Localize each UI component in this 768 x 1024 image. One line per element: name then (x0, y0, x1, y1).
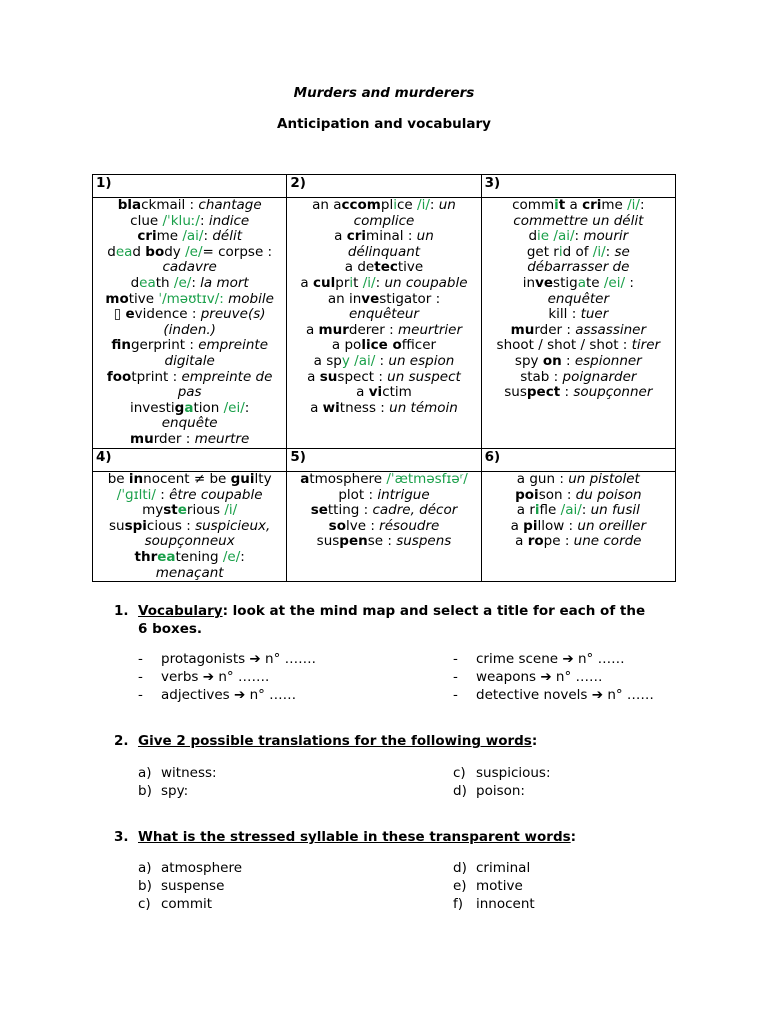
vocab-line: délinquant (347, 243, 421, 260)
box-3-words (481, 198, 675, 449)
list-item: e) motive (453, 878, 523, 894)
list-item: c) suspicious: (453, 765, 551, 781)
list-item: a) atmosphere (138, 860, 242, 876)
page-title: Murders and murderers (293, 85, 475, 101)
question-2-right-list (453, 764, 551, 800)
box-number-4: 4) (93, 449, 287, 472)
vocab-line: a spy /ai/ : un espion (313, 352, 455, 369)
question-3-left-list (138, 859, 242, 913)
vocab-line: death /e/: la mort (130, 274, 249, 291)
vocab-line: spy on : espionner (514, 352, 642, 369)
vocab-line: cadavre (162, 259, 217, 276)
vocab-line: enquêteur (348, 306, 419, 323)
vocab-line: suspicious : suspicieux, (108, 517, 271, 534)
vocab-line: pas (177, 384, 202, 401)
vocab-line: clue /ˈkluː/: indice (130, 212, 250, 229)
question-2-label: Give 2 possible translations for the following words (138, 733, 532, 749)
vocab-line: commettre un délit (513, 212, 644, 229)
list-item: - adjectives ➔ n° …… (138, 687, 297, 703)
question-3-number: 3. (114, 829, 129, 845)
vocab-line: investigation /ei/: (129, 399, 250, 416)
list-item: - detective novels ➔ n° …… (453, 687, 654, 703)
box-number-6: 6) (481, 449, 675, 472)
vocab-line: commit a crime /i/: (512, 197, 645, 213)
question-3-right-list (453, 859, 535, 913)
question-1-left-list (138, 650, 316, 704)
vocab-line: débarrasser de (527, 259, 630, 276)
vocab-line: enquêter (547, 290, 610, 307)
vocab-line: suspense : suspens (316, 533, 452, 550)
vocab-line: fingerprint : empreinte (111, 337, 269, 354)
list-item: d) poison: (453, 783, 525, 799)
vocab-line: mysterious /i/ (142, 502, 238, 519)
question-1-label: Vocabulary (138, 603, 223, 619)
vocab-line: suspect : soupçonner (504, 384, 653, 401)
vocab-line: an accomplice /i/: un (312, 197, 456, 213)
question-1-number: 1. (114, 603, 129, 619)
box-5-words (287, 472, 481, 582)
box-number-2: 2) (287, 175, 481, 198)
vocab-line: crime /ai/: délit (137, 228, 242, 245)
box-number-1: 1) (93, 175, 287, 198)
vocab-line: a victim (356, 384, 412, 401)
vocab-line: menaçant (155, 564, 224, 581)
vocab-line: a witness : un témoin (310, 399, 458, 416)
question-1-text-line2: 6 boxes. (138, 621, 203, 637)
vocab-line: solve : résoudre (328, 517, 440, 534)
question-2-number: 2. (114, 733, 129, 749)
vocab-line: dead body /e/= corpse : (107, 243, 273, 260)
question-2: 2. Give 2 possible translations for the following words: (114, 733, 538, 749)
vocab-line: die /ai/: mourir (528, 228, 629, 245)
vocab-line: atmosphere /ˈætməsfɪəʳ/ (300, 471, 468, 487)
vocab-line: (inden.) (163, 321, 216, 338)
vocab-line: stab : poignarder (520, 368, 637, 385)
box-4-words (93, 472, 287, 582)
vocab-line: soupçonneux (144, 533, 235, 550)
vocab-line: blackmail : chantage (117, 197, 262, 213)
question-1 (114, 602, 676, 638)
vocab-line: threatening /e/: (134, 548, 245, 565)
vocabulary-table (92, 174, 676, 582)
vocab-line: an investigator : (327, 290, 441, 307)
vocab-line: a detective (344, 259, 424, 276)
vocab-line: investigate /ei/ : (522, 274, 634, 291)
vocab-line: setting : cadre, décor (310, 502, 458, 519)
vocab-line: footprint : empreinte de (106, 368, 273, 385)
vocab-line: digitale (164, 352, 215, 369)
vocab-line: plot : intrigue (338, 486, 430, 503)
list-item: - weapons ➔ n° …… (453, 669, 603, 685)
vocab-line: murder : meurtre (130, 430, 250, 447)
vocab-line: a police officer (331, 337, 437, 354)
list-item: d) criminal (453, 860, 531, 876)
vocab-line: enquête (161, 415, 218, 432)
vocab-line: a suspect : un suspect (307, 368, 461, 385)
vocab-line: kill : tuer (548, 306, 609, 323)
vocab-line: a murderer : meurtrier (305, 321, 463, 338)
vocab-line: shoot / shot / shot : tirer (496, 337, 661, 354)
box-6-words (481, 472, 675, 582)
question-2-left-list (138, 764, 217, 800)
question-1-right-list (453, 650, 654, 704)
vocab-line: a culprit /i/: un coupable (300, 274, 468, 291)
vocab-line: a pillow : un oreiller (510, 517, 647, 534)
vocab-line: motive ˈ/məʊtɪv/: mobile (105, 290, 274, 307)
vocab-line: be innocent ≠ be guilty (107, 471, 272, 487)
question-3-label: What is the stressed syllable in these transparent words (138, 829, 571, 845)
box-number-5: 5) (287, 449, 481, 472)
vocab-line: murder : assassiner (510, 321, 647, 338)
question-3: 3. What is the stressed syllable in these transparent words: (114, 829, 577, 845)
page-subtitle: Anticipation and vocabulary (277, 116, 491, 132)
box-number-3: 3) (481, 175, 675, 198)
vocab-line: get rid of /i/: se (526, 243, 630, 260)
vocab-line: a rope : une corde (515, 533, 642, 550)
list-item: c) commit (138, 896, 213, 912)
box-2-words (287, 198, 481, 449)
box-1-words (93, 198, 287, 449)
list-item: - crime scene ➔ n° …… (453, 651, 625, 667)
vocab-line: poison : du poison (515, 486, 642, 503)
vocab-line: a criminal : un (334, 228, 434, 245)
list-item: b) suspense (138, 878, 225, 894)
vocab-line: a gun : un pistolet (516, 471, 640, 487)
vocab-line: a rifle /ai/: un fusil (516, 502, 640, 519)
question-1-text: : look at the mind map and select a title for each of the (222, 603, 646, 619)
list-item: b) spy: (138, 783, 189, 799)
list-item: f) innocent (453, 896, 535, 912)
vocab-line: /ˈɡɪlti/ : être coupable (116, 486, 263, 503)
vocab-line: ▯ evidence : preuve(s) (113, 306, 266, 323)
vocab-line: complice (353, 212, 415, 229)
list-item: - verbs ➔ n° ……. (138, 669, 270, 685)
list-item: - protagonists ➔ n° ……. (138, 651, 316, 667)
list-item: a) witness: (138, 765, 217, 781)
